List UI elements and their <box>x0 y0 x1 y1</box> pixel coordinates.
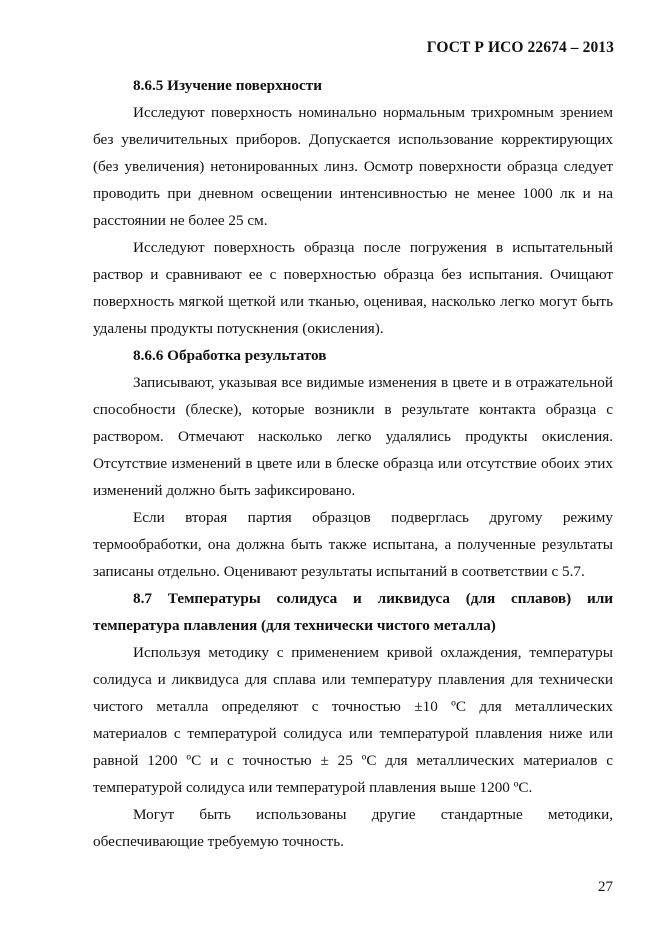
section-heading-8-6-5: 8.6.5 Изучение поверхности <box>133 77 322 94</box>
paragraph: Могут быть использованы другие стандартные методики, обеспечивающие требуемую точность. <box>93 806 613 850</box>
section-heading-8-7: 8.7 Температуры солидуса и ликвидуса (для сплавов) или температура плавления (для технически чистого металла) <box>93 590 613 634</box>
paragraph: Исследуют поверхность образца после погружения в испытательный раствор и сравнивают ее с поверхностью образца без испытания. Очищают поверхность мягкой щеткой или тканью, оценивая, насколько легко могут быть удалены продукты потускнения (окисления). <box>93 239 613 337</box>
paragraph: Используя методику с применением кривой охлаждения, температуры солидуса и ликвидуса для сплава или температуру плавления для технически чистого металла определяют с точностью ±10 ºС для металлических материалов с температурой солидуса или температурой плавления ниже или равной 1200 ºС и с точностью ± 25 ºС для металлических материалов с температурой солидуса или температурой плавления выше 1200 ºС. <box>93 644 613 796</box>
section-heading-8-6-6: 8.6.6 Обработка результатов <box>133 347 327 364</box>
page-number: 27 <box>598 879 613 895</box>
paragraph: Записывают, указывая все видимые изменения в цвете и в отражательной способности (блеске), которые возникли в результате контакта образца с раствором. Отмечают насколько легко удалялись продукты окисления. Отсутствие изменений в цвете или в блеске образца или отсутствие обоих этих изменений должно быть зафиксировано. <box>93 374 613 499</box>
document-header: ГОСТ Р ИСО 22674 – 2013 <box>426 39 614 56</box>
paragraph: Если вторая партия образцов подверглась другому режиму термообработки, она должна быть также испытана, а полученные результаты записаны отдельно. Оценивают результаты испытаний в соответствии с 5.7. <box>93 509 613 580</box>
document-body <box>93 72 613 855</box>
paragraph: Исследуют поверхность номинально нормальным трихромным зрением без увеличительных приборов. Допускается использование корректирующих (без увеличения) нетонированных линз. Осмотр поверхности образца следует проводить при дневном освещении интенсивностью не менее 1000 лк и на расстоянии не более 25 см. <box>93 104 613 229</box>
